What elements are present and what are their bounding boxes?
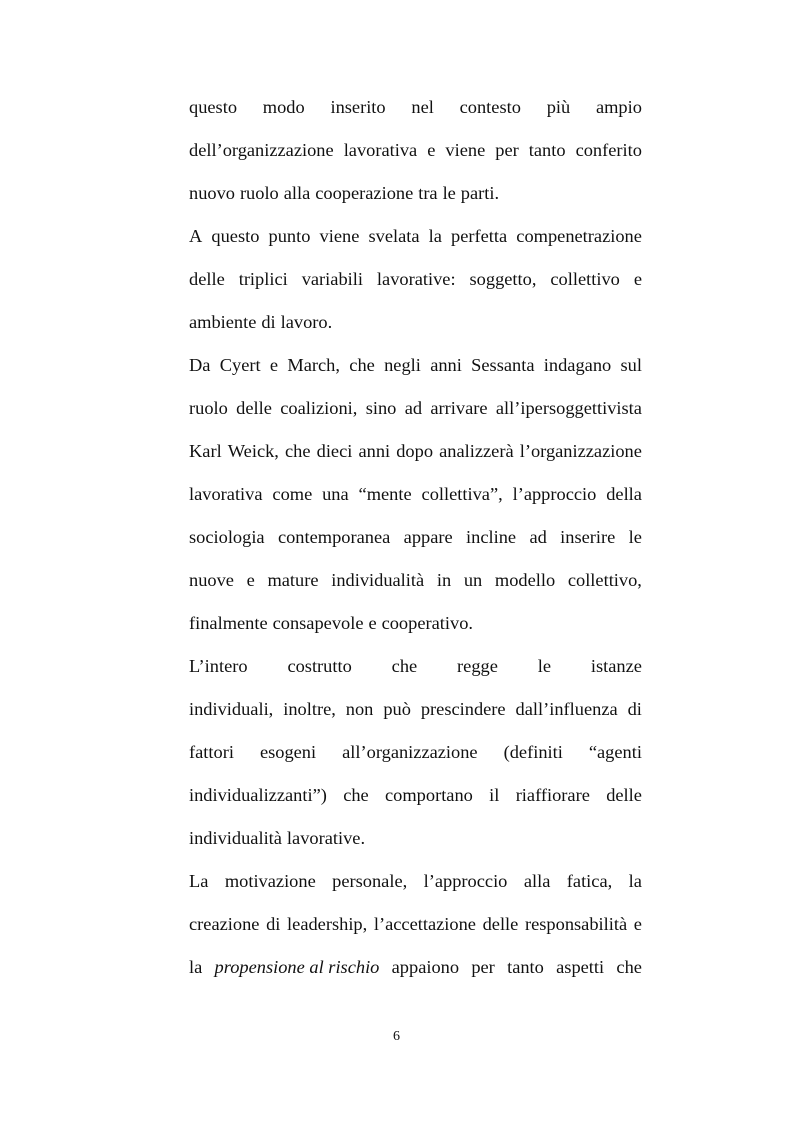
word: nuove [189,570,234,590]
word: che [343,785,369,805]
word: delle [482,914,519,934]
word: punto [268,226,311,246]
word: svelata [368,226,420,246]
word: ambiente [189,312,257,332]
word: e [246,570,255,590]
text-line [189,860,642,903]
word: finalmente [189,613,268,633]
word: fatica, [566,871,613,891]
word: lavorativa [189,484,263,504]
word: La [189,871,209,891]
word: le [442,183,456,203]
word: coalizioni, [280,398,358,418]
word: individualizzanti”) [189,785,327,805]
word: ruolo [239,183,279,203]
word: anni [430,355,462,375]
word: e [633,914,642,934]
paragraph [189,215,642,344]
word: che [285,441,311,461]
word: questo [211,226,260,246]
word: triplici [238,269,288,289]
word: delle [189,269,225,289]
word: che [616,957,642,977]
word: tra [418,183,438,203]
word: analizzerà [439,441,514,461]
word: all’organizzazione [342,742,478,762]
text-line [189,430,642,473]
word: all’ipersoggettivista [495,398,642,418]
word: e [633,269,642,289]
word: per [495,140,519,160]
word: di [627,699,642,719]
word: la [428,226,442,246]
word: collettivo [550,269,620,289]
word: viene [319,226,360,246]
word: sino [365,398,397,418]
word: arrivare [430,398,488,418]
word: delle [236,398,272,418]
word: creazione [189,914,260,934]
word: nuovo [189,183,235,203]
word: soggetto, [469,269,537,289]
word: (definiti [503,742,563,762]
word: l’approccio [423,871,508,891]
text-line [189,946,642,989]
text-line [189,301,642,344]
word: collettiva”, [421,484,503,504]
word: alla [283,183,311,203]
word: l’approccio [512,484,597,504]
paragraph [189,645,642,860]
text-line [189,387,642,430]
word: le [537,656,552,676]
italic-phrase: propensione al rischio [214,957,380,977]
body-text [189,86,642,989]
word: inoltre, [283,699,336,719]
word: Sessanta [471,355,535,375]
word: sul [620,355,642,375]
word: leadership, [287,914,368,934]
word: la [628,871,642,891]
word: l’organizzazione [519,441,642,461]
word: individualità [331,570,425,590]
word: dell’organizzazione [189,140,334,160]
word: responsabilità [524,914,628,934]
word: cooperazione [315,183,414,203]
word: ad [529,527,547,547]
word: regge [457,656,498,676]
word: una [322,484,349,504]
word: di [261,312,276,332]
text-line [189,645,642,688]
text-line [189,602,642,645]
word: Weick, [227,441,279,461]
text-line [189,774,642,817]
word: le [628,527,642,547]
word: costrutto [287,656,352,676]
word: nel [411,97,434,117]
word: ampio [595,97,642,117]
word: lavorative: [376,269,456,289]
word: contesto [459,97,521,117]
word: e [368,613,377,633]
word: conferito [575,140,642,160]
word: parti. [460,183,500,203]
word: come [272,484,313,504]
word: variabili [301,269,363,289]
word: appare [403,527,453,547]
word: fattori [189,742,234,762]
word: inserire [560,527,616,547]
word: tanto [528,140,566,160]
word: viene [445,140,486,160]
word: indagano [543,355,612,375]
word: cooperativo. [381,613,473,633]
word: Karl [189,441,222,461]
text-line [189,903,642,946]
text-line [189,86,642,129]
word: compenetrazione [516,226,642,246]
word: individualità [189,828,282,848]
word: l’accettazione [373,914,476,934]
word: prescindere [420,699,506,719]
word: aspetti [556,957,605,977]
text-line [189,172,642,215]
page-number: 6 [393,1029,400,1044]
paragraph [189,860,642,989]
word: lavorativa [343,140,418,160]
word: “mente [358,484,412,504]
word: di [266,914,281,934]
word: incline [466,527,517,547]
word: Da [189,355,211,375]
word: negli [384,355,421,375]
text-line [189,817,642,860]
word: delle [606,785,642,805]
text-line [189,516,642,559]
word: modello [494,570,556,590]
word: questo [189,97,238,117]
word: anni [358,441,391,461]
text-line [189,731,642,774]
word: tanto [507,957,544,977]
word: il [489,785,500,805]
word: dall’influenza [515,699,618,719]
word: contemporanea [277,527,391,547]
word: motivazione [224,871,316,891]
word: e [269,355,279,375]
text-line [189,688,642,731]
word: la [189,957,203,977]
word: riaffiorare [515,785,590,805]
word: lavorative. [286,828,366,848]
word: appaiono [391,957,460,977]
word: mature [267,570,319,590]
word: Cyert [219,355,261,375]
word: della [606,484,642,504]
text-line [189,473,642,516]
word: modo [262,97,305,117]
word: L’intero [189,656,248,676]
word: consapevole [272,613,364,633]
word: per [471,957,495,977]
word: che [349,355,375,375]
paragraph [189,86,642,215]
word: ruolo [189,398,228,418]
word: non [345,699,374,719]
word: lavoro. [280,312,333,332]
word: può [383,699,411,719]
word: collettivo, [567,570,642,590]
word: comportano [385,785,473,805]
word: “agenti [588,742,642,762]
word: A [189,226,203,246]
word: alla [523,871,551,891]
text-line [189,129,642,172]
word: in [436,570,452,590]
word: che [391,656,418,676]
text-line [189,215,642,258]
word: esogeni [259,742,317,762]
word: e [427,140,436,160]
paragraph [189,344,642,645]
text-line [189,559,642,602]
word: istanze [590,656,642,676]
text-line [189,258,642,301]
text-line [189,344,642,387]
word: perfetta [451,226,508,246]
word: dopo [396,441,434,461]
word: sociologia [189,527,265,547]
word: più [546,97,571,117]
word: individuali, [189,699,274,719]
word: dieci [316,441,353,461]
word: inserito [330,97,386,117]
word: March, [287,355,340,375]
word: personale, [332,871,408,891]
word: un [463,570,483,590]
word: ad [404,398,423,418]
